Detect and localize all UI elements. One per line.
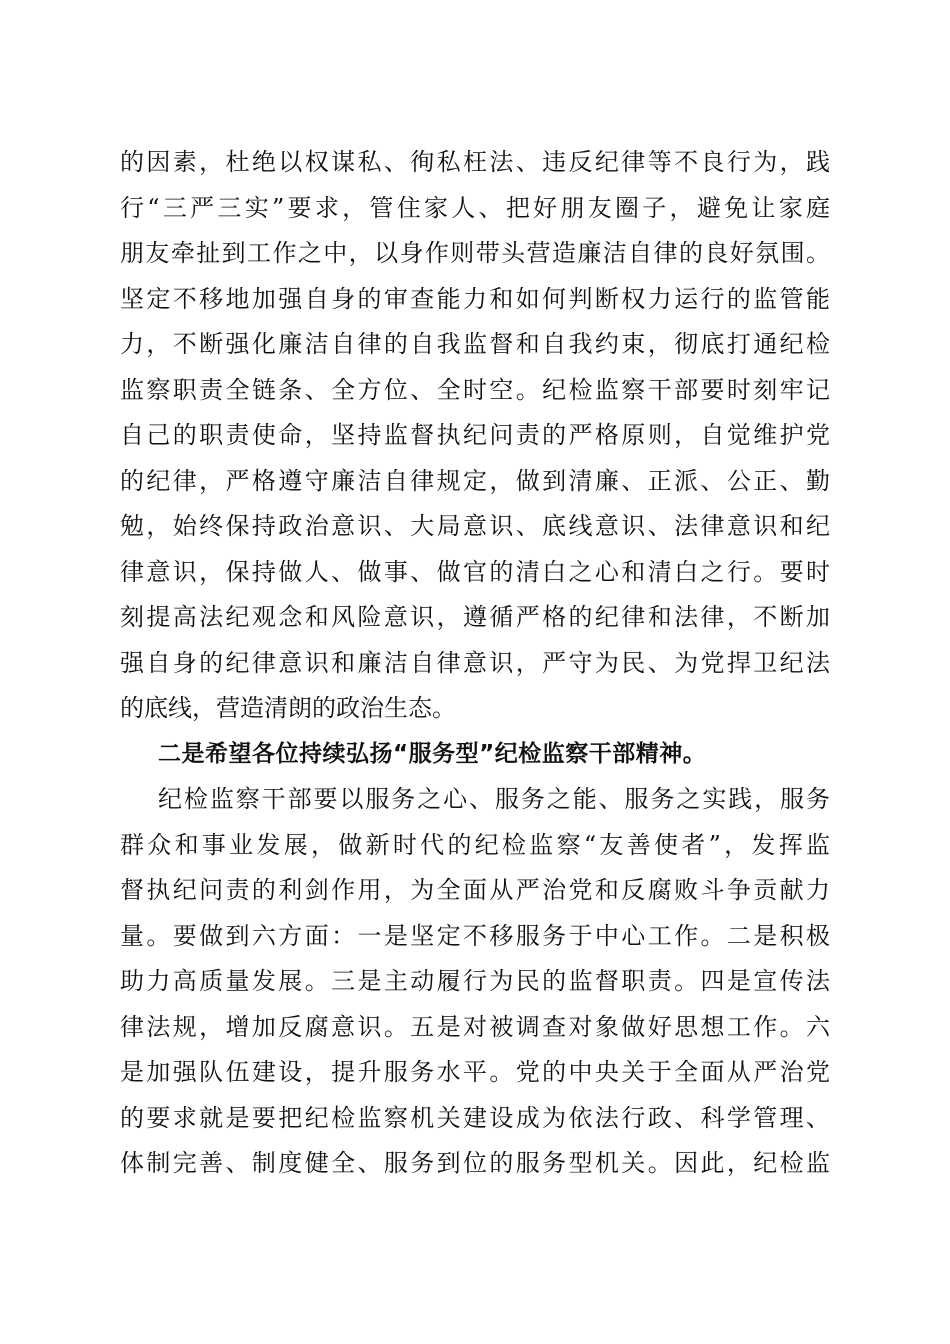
text-line: 督执纪问责的利剑作用，为全面从严治党和反腐败斗争贡献力 xyxy=(120,876,830,904)
text-line: 的因素，杜绝以权谋私、徇私枉法、违反纪律等不良行为，践 xyxy=(120,148,830,176)
text-line: 勉，始终保持政治意识、大局意识、底线意识、法律意识和纪 xyxy=(120,512,830,540)
paragraph-discipline xyxy=(120,140,830,732)
text-line: 监察职责全链条、全方位、全时空。纪检监察干部要时刻牢记 xyxy=(120,375,830,404)
text-line: 行“三严三实”要求，管住家人、把好朋友圈子，避免让家庭 xyxy=(120,193,830,222)
text-line: 朋友牵扯到工作之中，以身作则带头营造廉洁自律的良好氛围。 xyxy=(120,239,830,267)
text-line: 体制完善、制度健全、服务到位的服务型机关。因此，纪检监 xyxy=(120,1149,830,1177)
text-line: 刻提高法纪观念和风险意识，遵循严格的纪律和法律，不断加 xyxy=(120,603,830,631)
text-line: 自己的职责使命，坚持监督执纪问责的严格原则，自觉维护党 xyxy=(120,421,830,449)
text-line: 坚定不移地加强自身的审查能力和如何判断权力运行的监管能 xyxy=(120,284,830,313)
text-line: 量。要做到六方面：一是坚定不移服务于中心工作。二是积极 xyxy=(120,921,830,950)
paragraph-service xyxy=(120,777,830,1187)
text-line: 的要求就是要把纪检监察机关建设成为依法行政、科学管理、 xyxy=(120,1103,830,1132)
text-line: 强自身的纪律意识和廉洁自律意识，严守为民、为党捍卫纪法 xyxy=(120,648,830,677)
text-line: 律法规，增加反腐意识。五是对被调查对象做好思想工作。六 xyxy=(120,1012,830,1041)
text-line: 律意识，保持做人、做事、做官的清白之心和清白之行。要时 xyxy=(120,557,830,586)
text-line: 助力高质量发展。三是主动履行为民的监督职责。四是宣传法 xyxy=(120,967,830,995)
document-body xyxy=(120,140,830,1187)
text-line: 的底线，营造清朗的政治生态。 xyxy=(120,694,456,722)
text-line: 是加强队伍建设，提升服务水平。党的中央关于全面从严治党 xyxy=(120,1058,830,1086)
text-line: 群众和事业发展，做新时代的纪检监察“友善使者”，发挥监 xyxy=(120,830,830,859)
section-heading: 二是希望各位持续弘扬“服务型”纪检监察干部精神。 xyxy=(158,740,707,767)
text-line: 纪检监察干部要以服务之心、服务之能、服务之实践，服务 xyxy=(158,785,830,813)
text-line: 的纪律，严格遵守廉洁自律规定，做到清廉、正派、公正、勤 xyxy=(120,466,830,495)
text-line: 力，不断强化廉洁自律的自我监督和自我约束，彻底打通纪检 xyxy=(120,330,830,358)
